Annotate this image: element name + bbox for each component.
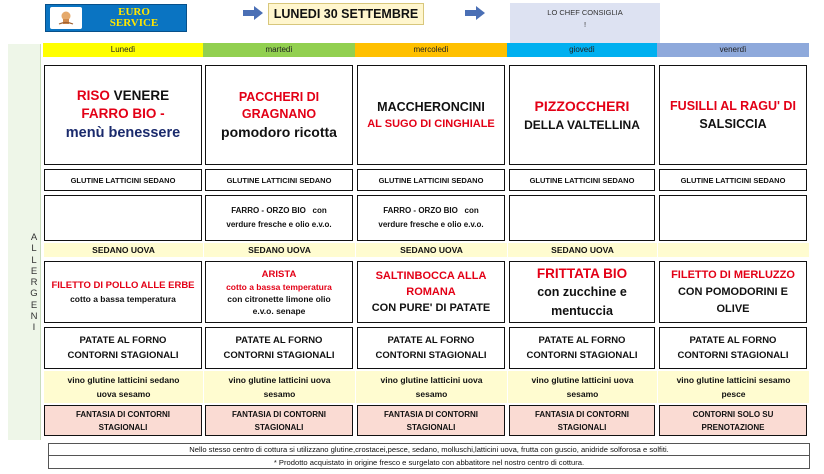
extra-sides-venerdi: CONTORNI SOLO SU PRENOTAZIONE <box>659 405 807 436</box>
allergens-2-venerdi <box>657 243 809 257</box>
allergens-1-mercoledi: GLUTINE LATTICINI SEDANO <box>357 169 505 191</box>
allergens-1-martedi: GLUTINE LATTICINI SEDANO <box>205 169 353 191</box>
arrow-right-icon <box>242 6 264 20</box>
logo-line-2: SERVICE <box>109 17 159 29</box>
extra-sides-lunedi: FANTASIA DI CONTORNI STAGIONALI <box>44 405 202 436</box>
allergens-3-martedi: vino glutine latticini uova sesamo <box>203 371 355 403</box>
second-course-venerdi <box>659 195 807 241</box>
allergens-row-2 <box>43 243 809 257</box>
first-course-venerdi: FUSILLI AL RAGU' DI SALSICCIA <box>659 65 807 165</box>
side-dishes-row <box>43 325 809 371</box>
frozen-product-note: * Prodotto acquistato in origine fresco e surgelato con abbatitore nel nostro centro di cottura. <box>48 456 810 469</box>
allergens-2-giovedi: SEDANO UOVA <box>507 243 657 257</box>
allergens-3-mercoledi: vino glutine latticini uova sesamo <box>355 371 507 403</box>
day-header-lunedi: Lunedì <box>43 43 203 57</box>
first-course-giovedi: PIZZOCCHERI DELLA VALTELLINA <box>509 65 655 165</box>
second-course-mercoledi: FARRO - ORZO BIO con verdure fresche e olio e.v.o. <box>357 195 505 241</box>
allergens-2-mercoledi: SEDANO UOVA <box>355 243 507 257</box>
chef-recommends-box <box>510 3 660 43</box>
extra-sides-row <box>43 403 809 437</box>
extra-sides-martedi: FANTASIA DI CONTORNI STAGIONALI <box>205 405 353 436</box>
chef-recommends-value: ! <box>583 20 587 29</box>
first-course-row <box>43 57 809 165</box>
arrow-right-icon <box>464 6 486 20</box>
allergens-2-lunedi: SEDANO UOVA <box>43 243 203 257</box>
logo-line-1: EURO <box>118 6 150 18</box>
allergens-3-giovedi: vino glutine latticini uova sesamo <box>507 371 657 403</box>
extra-sides-giovedi: FANTASIA DI CONTORNI STAGIONALI <box>509 405 655 436</box>
allergens-row-3 <box>43 371 809 403</box>
weekly-menu-grid <box>43 43 809 437</box>
day-header-giovedi: giovedì <box>507 43 657 57</box>
allergens-1-venerdi: GLUTINE LATTICINI SEDANO <box>659 169 807 191</box>
allergens-1-giovedi: GLUTINE LATTICINI SEDANO <box>509 169 655 191</box>
first-course-lunedi: RISO VENERE FARRO BIO - menù benessere <box>44 65 202 165</box>
first-course-mercoledi: MACCHERONCINI AL SUGO DI CINGHIALE <box>357 65 505 165</box>
chef-recommends-title: LO CHEF CONSIGLIA <box>547 8 623 17</box>
euro-service-logo <box>45 4 187 32</box>
side-dishes-giovedi: PATATE AL FORNO CONTORNI STAGIONALI <box>509 327 655 369</box>
extra-sides-mercoledi: FANTASIA DI CONTORNI STAGIONALI <box>357 405 505 436</box>
main-course-martedi: ARISTA cotto a bassa temperatura con citronette limone olio e.v.o. senape <box>205 261 353 323</box>
side-dishes-martedi: PATATE AL FORNO CONTORNI STAGIONALI <box>205 327 353 369</box>
day-header-row <box>43 43 809 57</box>
allergens-1-lunedi: GLUTINE LATTICINI SEDANO <box>44 169 202 191</box>
second-course-martedi: FARRO - ORZO BIO con verdure fresche e olio e.v.o. <box>205 195 353 241</box>
allergens-3-lunedi: vino glutine latticini sedano uova sesamo <box>43 371 203 403</box>
main-course-lunedi: FILETTO DI POLLO ALLE ERBE cotto a bassa temperatura <box>44 261 202 323</box>
chef-hat-icon <box>50 7 82 29</box>
side-dishes-lunedi: PATATE AL FORNO CONTORNI STAGIONALI <box>44 327 202 369</box>
allergens-2-martedi: SEDANO UOVA <box>203 243 355 257</box>
second-course-giovedi <box>509 195 655 241</box>
allergens-side-label: A L L E R G E N I <box>30 232 38 334</box>
main-course-row <box>43 257 809 325</box>
allergens-row-1 <box>43 165 809 193</box>
day-header-venerdi: venerdì <box>657 43 809 57</box>
second-course-lunedi <box>44 195 202 241</box>
day-header-martedi: martedì <box>203 43 355 57</box>
first-course-martedi: PACCHERI DI GRAGNANO pomodoro ricotta <box>205 65 353 165</box>
main-course-mercoledi: SALTINBOCCA ALLA ROMANA CON PURE' DI PATATE <box>357 261 505 323</box>
side-dishes-mercoledi: PATATE AL FORNO CONTORNI STAGIONALI <box>357 327 505 369</box>
main-course-giovedi: FRITTATA BIO con zucchine e mentuccia <box>509 261 655 323</box>
allergens-3-venerdi: vino glutine latticini sesamo pesce <box>657 371 809 403</box>
allergen-disclaimer: Nello stesso centro di cottura si utilizzano glutine,crostacei,pesce, sedano, molluschi,latticini uova, frutta con guscio, anidride solforosa e solfiti. <box>48 443 810 456</box>
main-course-venerdi: FILETTO DI MERLUZZO CON POMODORINI E OLIVE <box>659 261 807 323</box>
menu-date: LUNEDI 30 SETTEMBRE <box>268 3 424 25</box>
second-course-row <box>43 193 809 243</box>
side-dishes-venerdi: PATATE AL FORNO CONTORNI STAGIONALI <box>659 327 807 369</box>
day-header-mercoledi: mercoledì <box>355 43 507 57</box>
allergens-side-panel <box>8 44 41 440</box>
